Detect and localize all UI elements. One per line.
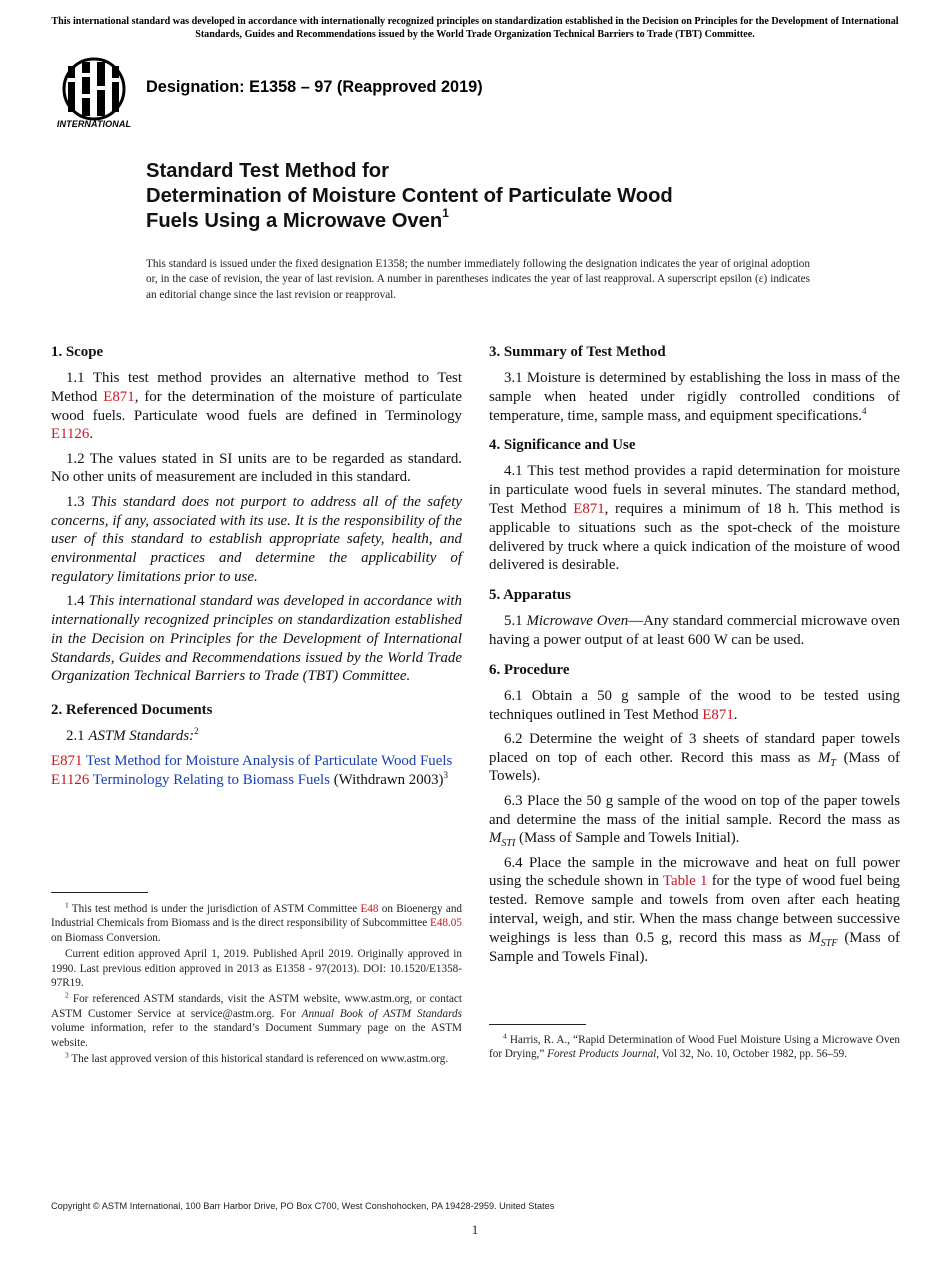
- para-3-1-footnote-mark: 4: [861, 405, 867, 416]
- title-line-1: Standard Test Method for: [146, 160, 389, 182]
- para-5-1-text: —Any standard commercial microwave oven having a power output of at least 600 W can be used.: [489, 613, 901, 648]
- footnote-4-mark: 4: [503, 1031, 507, 1041]
- para-2-1-footnote-mark: 2: [194, 726, 199, 737]
- para-6-2: [489, 730, 900, 786]
- footnote-3-mark: 3: [65, 1050, 69, 1060]
- para-2-1-num: 2.1: [66, 728, 89, 745]
- footnote-4-text-b: , Vol 32, No. 10, October 1982, pp. 56–59.: [656, 1048, 847, 1061]
- footnote-edition: Current edition approved April 1, 2019. Published April 2019. Originally approved in 1990. Last previous edition approved in 2013 as E1358 - 97(2013). DOI: 10.1520/E1358-97R19.: [51, 948, 462, 990]
- footnotes-left: [51, 902, 462, 1068]
- section-2-heading: 2. Referenced Documents: [51, 702, 213, 719]
- title-line-3-text: Fuels Using a Microwave Oven: [146, 210, 443, 232]
- logo-subtext: INTERNATIONAL: [56, 119, 132, 129]
- para-1-1-text-b: , for the determination of the moisture of particulate wood fuels. Particulate wood fuels are defined in Terminology: [51, 388, 462, 424]
- para-6-1-text-b: .: [733, 706, 738, 723]
- symbol-m-t-subscript: T: [830, 757, 836, 769]
- designation: Designation: E1358 – 97 (Reapproved 2019): [146, 78, 483, 96]
- footnote-3: [51, 1052, 462, 1066]
- footnote-3-text: The last approved version of this historical standard is referenced on www.astm.org.: [68, 1053, 449, 1066]
- para-4-1-text-b: , requires a minimum of 18 h. This method is applicable to situations such as the spot-check of the moisture delivered by truck where a quick indication of the moisture of wood delivered is desirable.: [489, 500, 900, 574]
- para-6-4-text-a: 6.4 Place the sample in the microwave and heat on full power using the schedule shown in: [489, 854, 900, 890]
- symbol-m-sti: M: [489, 830, 502, 847]
- footnote-rule-left: [51, 892, 148, 893]
- footnote-4: [489, 1033, 900, 1062]
- footnote-2-text-b: volume information, refer to the standard’s Document Summary page on the ASTM website.: [51, 1022, 462, 1049]
- section-1-heading: 1. Scope: [51, 344, 104, 360]
- para-5-1-num: 5.1: [504, 613, 527, 630]
- para-1-1: [51, 369, 462, 444]
- reference-e871: [51, 752, 462, 771]
- para-6-3: [489, 792, 900, 848]
- document-title: [146, 159, 846, 234]
- section-6-heading: 6. Procedure: [489, 661, 570, 678]
- reference-e1126-title[interactable]: Terminology Relating to Biomass Fuels: [89, 772, 330, 789]
- reference-e1126: [51, 771, 462, 790]
- issue-note: This standard is issued under the fixed designation E1358; the number immediately following the designation indicates the year of original adoption or, in the case of revision, the year of last revision. A number in parentheses indicates the year of last reapproval. A superscript epsilon (ε) indicates an editorial change since the last revision or reapproval.: [146, 258, 810, 301]
- section-3-heading: 3. Summary of Test Method: [489, 344, 666, 360]
- wto-notice: This international standard was developed in accordance with internationally recognized principles on standardization established in the Decision on Principles for the Development of International Standards, Guides and Recommendations issued by the World Trade Organization Technical Barriers to Trade (TBT) Committee.: [51, 16, 899, 40]
- title-line-2: Determination of Moisture Content of Particulate Wood: [146, 185, 673, 207]
- para-6-4-text-c: (Mass of Sample and Towels Final).: [489, 929, 901, 965]
- para-3-1-text: 3.1 Moisture is determined by establishing the loss in mass of the sample when heated under rigidly controlled conditions of temperature, time, sample mass, and equipment specifications.: [489, 370, 900, 424]
- footnote-1-text-a: This test method is under the jurisdiction of ASTM Committee: [68, 903, 361, 915]
- reference-e1126-footnote-mark: 3: [443, 770, 449, 781]
- para-6-4-text-b: for the type of wood fuel being tested. Remove sample and towels from oven after each heating interval, weigh, and stir. When the mass change between successive weighings is less than 0.5 g, record this mass as: [489, 873, 901, 946]
- para-3-1: [489, 369, 900, 425]
- para-6-4: [489, 854, 900, 967]
- link-e1126[interactable]: E1126: [51, 426, 90, 443]
- symbol-m-stf-subscript: STF: [820, 937, 838, 949]
- footnote-1-mark: 1: [65, 900, 69, 910]
- symbol-m-t: M: [817, 749, 831, 766]
- para-1-1-text-a: 1.1 This test method provides an alternative method to Test Method: [51, 370, 462, 405]
- para-4-1-text-a: 4.1 This test method provides a rapid determination for moisture in particulate wood fuels in several minutes. The standard method, Test Method: [489, 463, 900, 517]
- footnote-4-text-a: Harris, R. A., “Rapid Determination of Wood Fuel Moisture Using a Microwave Oven for Drying,”: [489, 1034, 900, 1061]
- title-footnote-mark: 1: [442, 206, 449, 221]
- copyright: Copyright © ASTM International, 100 Barr Harbor Drive, PO Box C700, West Conshohocken, PA 19428-2959. United States: [51, 1201, 555, 1211]
- footnote-2-italic: Annual Book of ASTM Standards: [301, 1007, 462, 1020]
- para-1-3: [51, 493, 462, 587]
- para-6-3-text-a: 6.3 Place the 50 g sample of the wood on top of the paper towels and determine the mass of the initial sample. Record the mass as: [489, 792, 900, 828]
- title-line-3: [146, 206, 846, 234]
- symbol-m-sti-subscript: STI: [501, 838, 516, 850]
- para-6-2-text-a: 6.2 Determine the weight of 3 sheets of standard paper towels placed on top of each other. Record this mass as: [489, 730, 900, 766]
- para-6-1: [489, 687, 900, 725]
- para-5-1-term: Microwave Oven: [526, 613, 629, 630]
- footnote-2-mark: 2: [65, 990, 69, 1000]
- para-1-3-num: 1.3: [66, 493, 91, 510]
- footnote-4-journal: Forest Products Journal: [547, 1048, 657, 1061]
- para-2-1: [51, 727, 462, 746]
- para-1-1-text-c: .: [89, 426, 94, 443]
- link-e48-05[interactable]: E48.05: [429, 917, 462, 930]
- para-5-1: [489, 612, 900, 650]
- section-4-heading: 4. Significance and Use: [489, 437, 636, 454]
- reference-e1126-withdrawn: (Withdrawn 2003): [329, 772, 444, 789]
- left-column: [51, 340, 462, 791]
- link-e871-section-4[interactable]: E871: [573, 500, 605, 517]
- link-e48[interactable]: E48: [360, 903, 379, 915]
- para-1-4-text: This international standard was developed in accordance with internationally recognized principles on standardization established in the Decision on Principles for the Development of International Standards, Guides and Recommendations issued by the World Trade Organization Technical Barriers to Trade (TBT) Committee.: [51, 593, 463, 685]
- para-1-3-text: This standard does not purport to address all of the safety concerns, if any, associated with its use. It is the responsibility of the user of this standard to establish appropriate safety, health, and environmental practices and determine the applicability of regulatory limitations prior to use.: [51, 493, 462, 585]
- reference-e1126-code[interactable]: E1126: [51, 772, 90, 789]
- footnote-2: [51, 992, 462, 1050]
- footnote-2-text-a: For referenced ASTM standards, visit the ASTM website, www.astm.org, or contact ASTM Customer Service at service@astm.org. For: [51, 993, 462, 1020]
- para-1-2: 1.2 The values stated in SI units are to be regarded as standard. No other units of measurement are included in this standard.: [51, 450, 462, 486]
- footnote-1: [51, 902, 462, 945]
- reference-e871-title[interactable]: Test Method for Moisture Analysis of Particulate Wood Fuels: [82, 752, 453, 769]
- para-6-1-text-a: 6.1 Obtain a 50 g sample of the wood to be tested using techniques outlined in Test Method: [489, 687, 900, 723]
- astm-logo-icon: [52, 56, 136, 122]
- right-column: [489, 340, 900, 972]
- page-number: 1: [471, 1222, 479, 1237]
- link-e871-section-6[interactable]: E871: [702, 706, 734, 723]
- para-4-1: [489, 462, 900, 575]
- footnote-1-text-b: on Bioenergy and Industrial Chemicals from Biomass and is the direct responsibility of Subcommittee: [51, 903, 463, 930]
- footnote-1-text-c: on Biomass Conversion.: [51, 931, 161, 944]
- section-5-heading: 5. Apparatus: [489, 587, 571, 604]
- para-2-1-text: ASTM Standards:: [88, 728, 195, 745]
- footnote-rule-right: [489, 1024, 586, 1025]
- para-6-3-text-b: (Mass of Sample and Towels Initial).: [515, 830, 740, 847]
- symbol-m-stf: M: [808, 929, 821, 946]
- para-1-4: [51, 592, 462, 686]
- link-table-1[interactable]: Table 1: [662, 873, 708, 890]
- para-6-2-text-b: (Mass of Towels).: [489, 749, 901, 785]
- link-e871[interactable]: E871: [103, 388, 135, 405]
- footnotes-right: [489, 1033, 900, 1064]
- reference-e871-code[interactable]: E871: [51, 752, 83, 769]
- para-1-4-num: 1.4: [66, 593, 89, 610]
